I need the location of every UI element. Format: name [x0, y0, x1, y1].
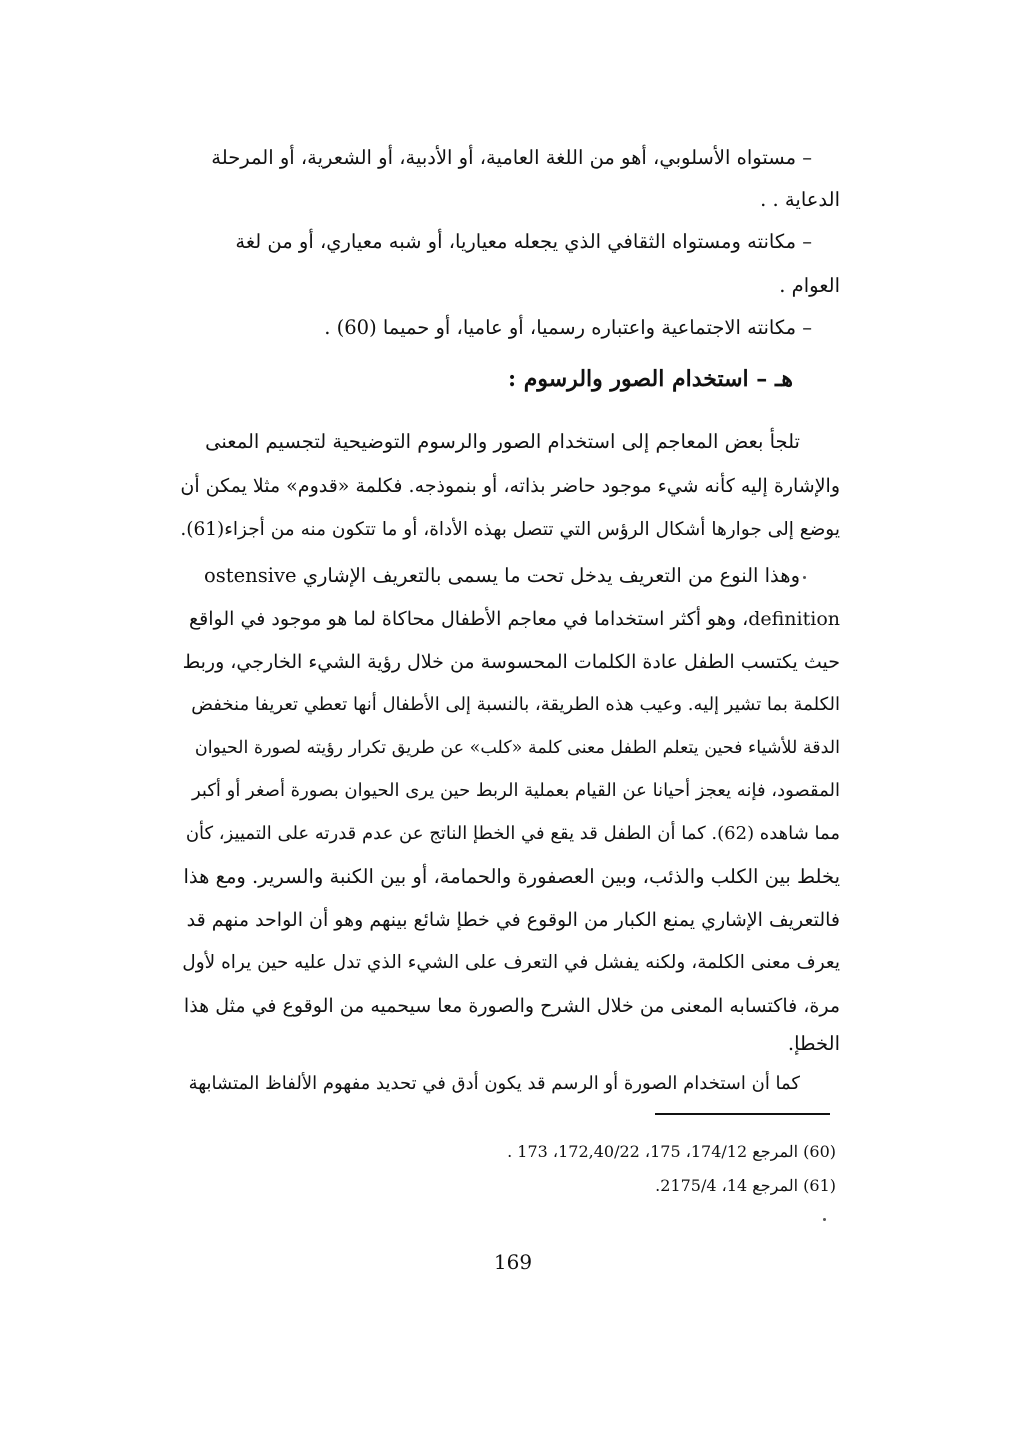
- footnote: (61) المرجع 14، 2175/4.: [655, 1176, 836, 1195]
- text-line: – مكانته الاجتماعية واعتباره رسميا، أو عاميا، أو حميما (60) .: [324, 316, 812, 339]
- text-line: يخلط بين الكلب والذئب، وبين العصفورة والحمامة، أو بين الكنبة والسرير. ومع هذا: [183, 865, 840, 888]
- section-heading: هـ – استخدام الصور والرسوم :: [507, 366, 793, 392]
- footnote-separator: [655, 1113, 830, 1115]
- text-line: – مستواه الأسلوبي، أهو من اللغة العامية، أو الأدبية، أو الشعرية، أو المرحلة: [211, 146, 812, 169]
- page-number: 169: [493, 1250, 533, 1274]
- text-line: مرة، فاكتسابه المعنى من خلال الشرح والصورة معا سيحميه من الوقوع في مثل هذا: [183, 995, 840, 1017]
- scan-speck: [823, 1218, 826, 1221]
- text-line: كما أن استخدام الصورة أو الرسم قد يكون أدق في تحديد مفهوم الألفاظ المتشابهة: [188, 1073, 800, 1094]
- text-line: definition، وهو أكثر استخداما في معاجم الأطفال محاكاة لما هو موجود في الواقع: [189, 608, 840, 630]
- text-line: مما شاهده (62). كما أن الطفل قد يقع في الخطإ الناتج عن عدم قدرته على التمييز، كأن: [185, 823, 840, 844]
- text-line: – مكانته ومستواه الثقافي الذي يجعله معياريا، أو شبه معياري، أو من لغة: [235, 230, 812, 253]
- text-line: حيث يكتسب الطفل عادة الكلمات المحسوسة من خلال رؤية الشيء الخارجي، وربط: [182, 651, 840, 673]
- text-line: الكلمة بما تشير إليه. وعيب هذه الطريقة، بالنسبة إلى الأطفال أنها تعطي تعريفا منخفض: [191, 694, 840, 715]
- text-line: الدعاية . .: [760, 188, 840, 211]
- text-line: المقصود، فإنه يعجز أحيانا عن القيام بعملية الربط حين يرى الحيوان بصورة أصغر أو أكبر: [191, 780, 840, 801]
- text-line: وهذا النوع من التعريف يدخل تحت ما يسمى بالتعريف الإشاري ostensive: [204, 564, 800, 587]
- text-line: يوضع إلى جوارها أشكال الرؤس التي تتصل بهذه الأداة، أو ما تتكون منه من أجزاء(61).: [180, 519, 840, 540]
- text-line: يعرف معنى الكلمة، ولكنه يفشل في التعرف على الشيء الذي تدل عليه حين يراه لأول: [182, 952, 840, 973]
- text-line: العوام .: [779, 274, 840, 297]
- text-line: فالتعريف الإشاري يمنع الكبار من الوقوع في خطإ شائع بينهم وهو أن الواحد منهم قد: [186, 909, 840, 931]
- footnote: (60) المرجع 174/12، 175، 172,40/22، 173 .: [507, 1142, 836, 1161]
- text-line: الخطإ.: [787, 1032, 840, 1055]
- text-line: الدقة للأشياء فحين يتعلم الطفل معنى كلمة «كلب» عن طريق تكرار رؤيته لصورة الحيوان: [194, 738, 840, 758]
- scan-speck: [803, 576, 806, 579]
- text-line: تلجأ بعض المعاجم إلى استخدام الصور والرسوم التوضيحية لتجسيم المعنى: [205, 430, 800, 453]
- text-line: والإشارة إليه كأنه شيء موجود حاضر بذاته، أو بنموذجه. فكلمة «قدوم» مثلا يمكن أن: [180, 475, 840, 497]
